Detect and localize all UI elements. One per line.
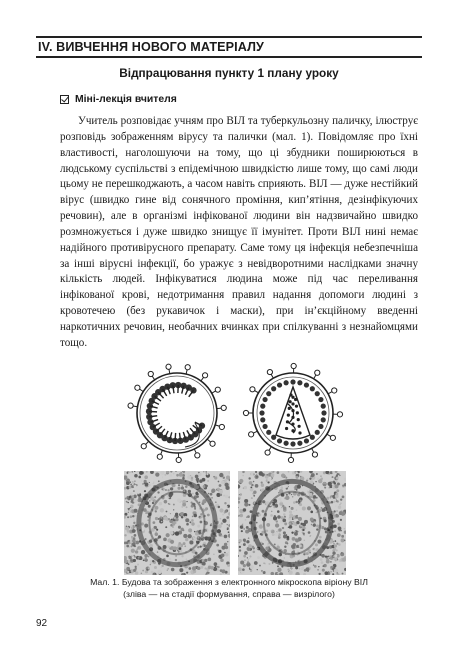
body-paragraph: Учитель розповідає учням про ВІЛ та туберкульозну паличку, ілюструє розповідь зображенням вірусу та палички (мал. 1). Повідомляє про їхні властивості, наголошуючи на тому, що ці збудники поширюються в людському суспільстві з епідемічною швидкістю лише тому, що самі люди цьому не перешкоджають, а часом навіть сприяють. ВІЛ — дуже нестійкий вірус (швидко гине від сонячного проміння, кип’ятіння, дезінфікуючих речовин), але в організмі інфікованої людини він надзвичайно швидко розмножується і дуже швидко знищує її імунітет. Проти ВІЛ нині немає надійного противірусного препарату. Саме тому ця інфекція небезпечніша за інші вірусні інфекції, бо уражує з невідворотними наслідками значну кількість людей. Інфікуватися людина може під час переливання інфікованої крові, недотримання правил надання допомоги людині з кровотечею (без рукавичок і маски), при ін’єкційному введенні наркотичних речовин, необачних вчинках при спілкуванні з незнайомцями тощо.	[60, 115, 418, 349]
subsection-title: Відпрацювання пункту 1 плану уроку	[119, 66, 339, 80]
micrograph-mature	[238, 471, 346, 575]
body-text	[60, 114, 418, 352]
micrograph-forming	[124, 471, 230, 575]
caption-line-2: (зліва — на стадії формування, справа — визрілого)	[123, 589, 335, 599]
checkbox-icon	[60, 95, 69, 104]
page-number: 92	[36, 618, 48, 629]
section-title: IV. ВИВЧЕННЯ НОВОГО МАТЕРІАЛУ	[38, 40, 264, 54]
virion-mature-drawing	[238, 356, 348, 466]
figure-caption	[36, 576, 422, 600]
section-header	[36, 36, 422, 58]
virion-forming-drawing	[122, 356, 232, 466]
minilecture-heading	[60, 92, 177, 106]
caption-line-1: Мал. 1. Будова та зображення з електронного мікроскопа віріону ВІЛ	[90, 577, 368, 587]
figure-1	[60, 356, 418, 576]
minilecture-label: Міні-лекція вчителя	[75, 93, 177, 105]
